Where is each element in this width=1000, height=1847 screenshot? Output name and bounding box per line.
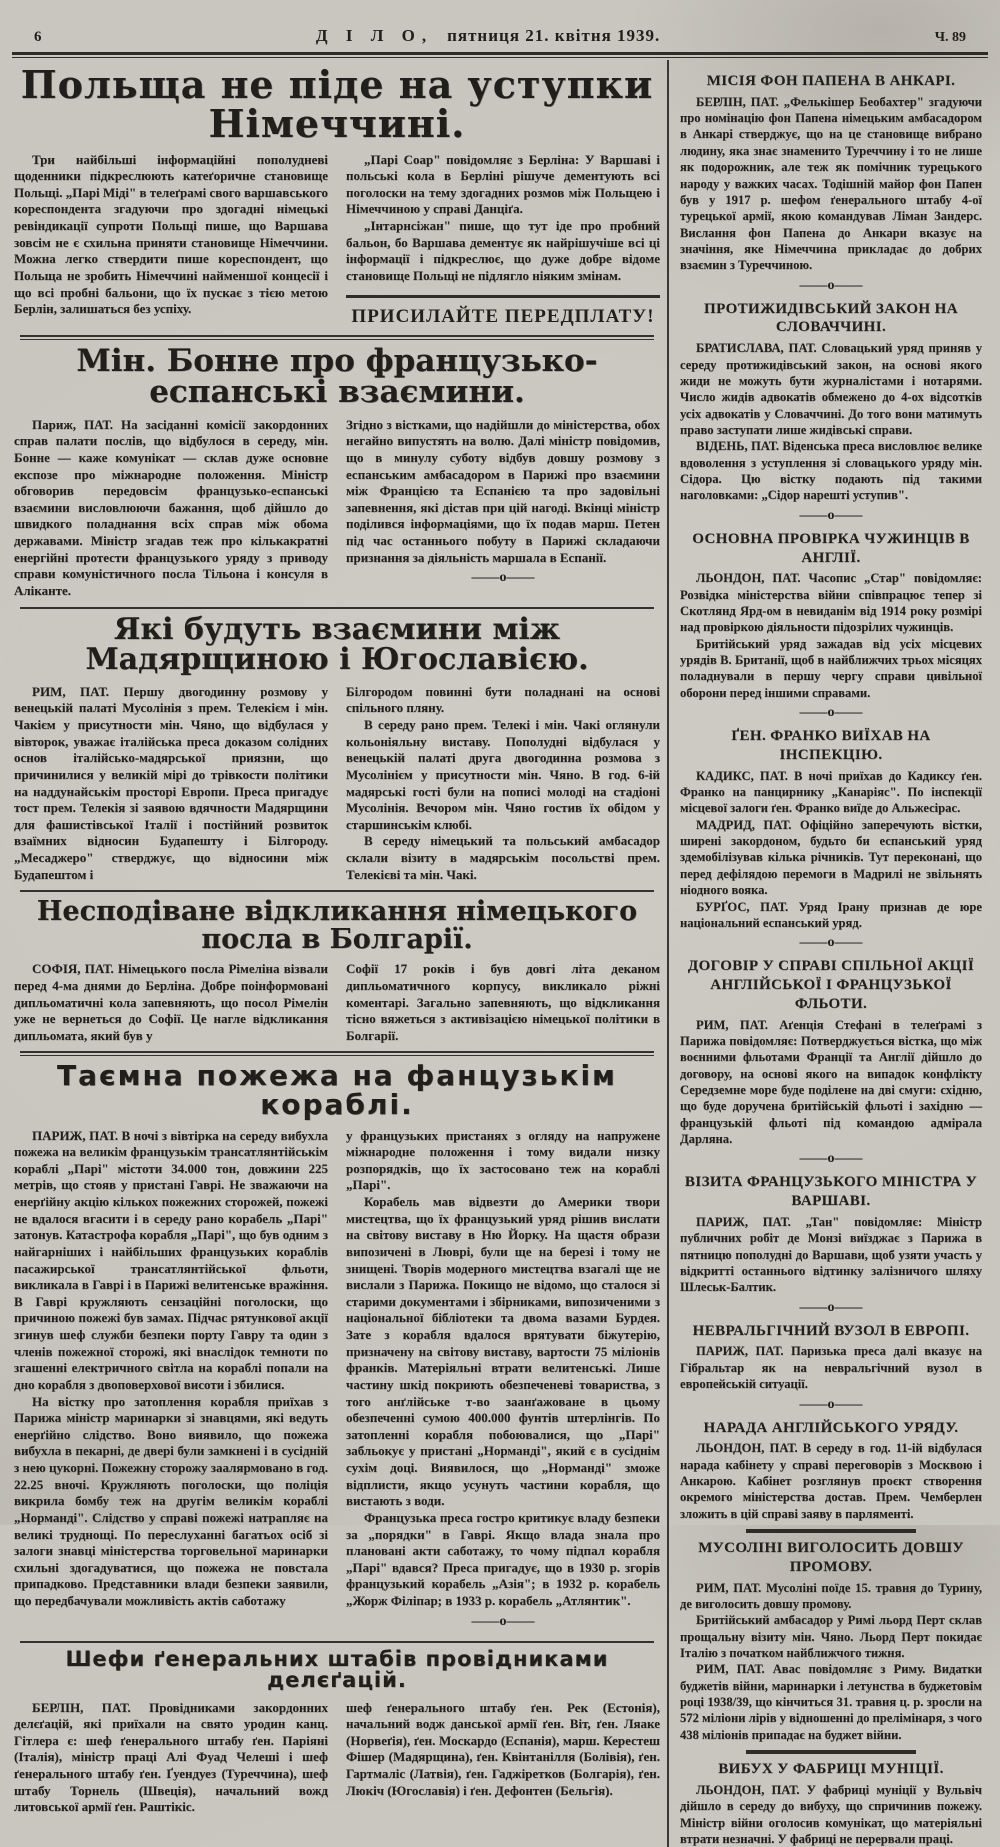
brief-heading: ПРОТИЖИДІВСЬКИЙ ЗАКОН НА СЛОВАЧЧИНІ.: [704, 300, 958, 336]
article-staff-chiefs-col2: [346, 1700, 660, 1816]
article-poland-col2: [346, 152, 660, 328]
o-divider: ——о——: [799, 935, 863, 951]
o-divider: ——о——: [799, 277, 863, 293]
paragraph: „Інтарнсіжан" пише, що тут іде про пробний бальон, бо Варшава дементує як найрішучіше всі ці інформації і підкреслює, що дуже добре відоме становище Польщі не підлягло ніяким змінам.: [346, 218, 660, 283]
brief-heading: ҐЕН. ФРАНКО ВИЇХАВ НА ІНСПЕКЦІЮ.: [731, 728, 931, 763]
paragraph: ЛЬОНДОН, ПАТ. У фабриці муніції у Вульвіч дійшло в середу до вибуху, що спричинив пожежу. Міністр війни оголосив комунікат, що матеріяльні втрати незначні. У фабриці не перервали праці.: [680, 1782, 982, 1846]
article-hungary-headline: Які будуть взаємини між Мадярщиною і Югославією.: [85, 611, 589, 678]
article-ship-fire-body: [14, 1128, 660, 1634]
paragraph: ЛЬОНДОН, ПАТ. Часопис „Стар" повідомляє: Розвідка міністерства війни співпрацює тепер зі Скотлянд Ярд-ом в невиданім від 1914 року розмірі над провіркою діяльности підозрілих чужинців.: [680, 571, 982, 635]
brief-mussolini-speech: [680, 1539, 982, 1754]
paragraph: „Парі Соар" повідомляє з Берліна: У Варшаві і польські кола в Берліні рішуче дементують всі поголоски на тему здогадних розмов між Польщею і Німеччиною у справі Данціґа.: [346, 151, 660, 217]
article-staff-chiefs-col1: [14, 1700, 328, 1816]
o-divider: ——о——: [799, 1396, 863, 1412]
section-rule: [20, 335, 654, 340]
paragraph: РИМ, ПАТ. Аґенція Стефані в телеґрамі з Парижа повідомляє: Потверджується вістка, що між воєнними фльотами Франції та Англії дійшло до договору, на основі якого на випадок конфлікту Середземне море буде поділене на дві смуги: східню, що буде доручена бритійській фльоті і західню — французькій фльоті під командою адмірала Дарляна.: [680, 1017, 982, 1147]
article-staff-chiefs-body: [14, 1700, 660, 1816]
article-bulgaria-envoy: [14, 898, 660, 1056]
article-staff-chiefs: [14, 1646, 660, 1816]
paragraph: ПАРИЖ, ПАТ. В ночі з вівтірка на середу вибухла пожежа на великім французькім трансатлянтійськім кораблі „Парі" містоти 34.000 тон, довжини 225 метрів, що стояв у пристані Гаврі. Не зважаючи на енерґійну акцію кількох пожежних сторожей, пожежі не вдалося вгасити і в середу рано корабель „Парі" затонув. Катастрофа корабля „Парі", що був одним з найгарніших і найбільших французьких кораблів пасажирської трансатлянтійської фльоти, викликала в Гаврі і в Парижі велитенське вражіння. В Гаврі кружляють сензаційні поголоски, що причиною пожежі був замах. Підчас рятункової акції згинув шеф служби безпеки порту Гавру та один з членів пожежної сторожі, які внаслідок темноти по згашенні електричного світла на кораблі попали на дно корабля з двоповерхової висоти і збилися.: [14, 1127, 328, 1392]
brief-heading: НАРАДА АНГЛІЙСЬКОГО УРЯДУ.: [703, 1419, 959, 1436]
paragraph: Бритійський уряд зажадав від усіх місцевих урядів В. Британії, щоб в найближчих трьох місяцях поладнували в першу чергу справи цивільної оборони перед іншими справами.: [680, 636, 982, 700]
brief-von-papen: [680, 72, 982, 294]
paragraph: БУРҐОС, ПАТ. Уряд Ірану признав де юре національний еспанський уряд.: [680, 899, 982, 930]
bar-divider: [746, 1529, 916, 1533]
o-divider: ——о——: [799, 705, 863, 721]
paragraph: КАДИКС, ПАТ. В ночі приїхав до Кадиксу ґен. Франко на панцирнику „Канаріяс". По інспекції місцевої залоги ґен. Франко виїде до Альжесірас.: [680, 768, 982, 816]
subscription-notice: ПРИСИЛАЙТЕ ПЕРЕДПЛАТУ!: [346, 295, 660, 328]
article-poland-body: [14, 152, 660, 328]
paragraph: Французька преса гостро критикує владу безпеки за „порядки" в Гаврі. Якщо влада знала про плановані акти саботажу, то чому підпал корабля „Парі" вдався? Преса пригадує, що в 1930 р. згорів французький корабель „Азія"; в 1932 р. корабель „Жорж Філіпар; в 1933 р. корабель „Атлянтик".: [346, 1509, 660, 1609]
paragraph: На вістку про затоплення корабля приїхав з Парижа міністр маринарки зі знавцями, які ведуть енерґійно слідство. Воно виявило, що пожежа вибухла в пекарні, де двері були замкнені і в сусідній з нею цукорні. Пожежну сторожу заалярмовано в год. 22.25 вночі. Кружляють поголоски, що поліція викрила бомбу теж на другім великім кораблі „Норманді". Слідство у справі пожежі натрапляє на великі труднощі. По переслуханні багатьох осіб зі залоги знавці міністерства торговельної маринарки схильні здогадуватися, що пожежа не повстала припадково. Представники влади безпеки заявили, що передбачували можливість актів саботажу: [14, 1393, 328, 1609]
o-divider: ——о——: [799, 1151, 863, 1167]
brief-french-minister-warsaw: [680, 1173, 982, 1315]
brief-heading: МІСІЯ ФОН ПАПЕНА В АНКАРІ.: [706, 73, 956, 89]
article-staff-chiefs-headline: Шефи ґенеральних штабів провідниками делєґацій.: [65, 1646, 609, 1693]
news-briefs-column: [674, 60, 992, 1847]
paragraph: Білгородом повинні бути поладнані на основі спільного пляну.: [346, 683, 660, 716]
brief-franco-inspection: [680, 727, 982, 951]
paragraph: МАДРИД, ПАТ. Офіційно заперечують вістки, ширені закордоном, будьто би еспанський уряд здемобілізував кілька річників. Тут переконані, що перед дефілядою перемоги в Мадрилі не звільнять ніодного вояка.: [680, 817, 982, 898]
paragraph: ЛЬОНДОН, ПАТ. В середу в год. 11-ій відбулася нарада кабінету у справі переговорів з Москвою і Анкарою. Кабінет розглянув проєкт створення окремого міністерства достав. Прем. Чемберлен зложить в цій справі заяву в парляменті.: [680, 1441, 982, 1521]
paragraph: БЕРЛІН, ПАТ. Провідниками закордонних делєґацій, які приїхали на свято уродин канц. Гітлера є: шеф ґенерального штабу ґен. Паріяні (Італія), міністр праці Алі Фуад Челеші і шеф ґенерального штабу ґен. Ґуендуез (Туреччина), шеф штабу Торнель (Швеція), начальний вожд литовської армії ґен. Раштікіс.: [14, 1699, 328, 1815]
paragraph: ВІДЕНЬ, ПАТ. Віденська преса висловлює велике вдоволення з уступлення зі словацького уряду мін. Сідора. Цю вістку подають під такими наголовками: „Сідор нарешті уступив".: [680, 439, 982, 503]
brief-fleet-treaty: [680, 957, 982, 1167]
paragraph: ПАРИЖ, ПАТ. Паризька преса далі вказує на Гібральтар як на невральгічний вузол в европейській ситуації.: [680, 1344, 982, 1392]
article-bonnet-col1: [14, 417, 328, 600]
article-ship-fire-headline: Таємна пожежа на фанцузькім кораблі.: [57, 1059, 617, 1122]
article-bulgaria-col2: [346, 961, 660, 1044]
paragraph: БРАТИСЛАВА, ПАТ. Словацький уряд приняв у середу протижидівський закон, на основі якого жиди не можуть бути журналістами і нотарями. Число жидів адвокатів обмежено до 4-ох відсотків усіх адвокатів у Словаччині. До того вони матимуть право заступати лише жидівські справи.: [680, 341, 982, 437]
brief-neuralgic-knot: [680, 1322, 982, 1413]
newspaper-name: Д І Л О,: [315, 26, 434, 45]
paragraph: РИМ, ПАТ. Першу двогодинну розмову у венецькій палаті Мусолінія з прем. Телекієм і мін. Чакієм у присутности мін. Чяно, що відбулася у вівторок, уважає італійська преса доказом солідних основ італійсько-мадярської приязни, що причинилися у великій мірі до трівкости політики на наддунайськім просторі Европи. Преса пригадує тост прем. Телекія зі заявою вдячности Мадярщини для фашистівської Італії і постійний розвиток взаїмних відносин Будапешту і Білгороду. „Месаджеро" стверджує, що відносини між Будапештом і: [14, 683, 328, 882]
brief-heading: ВІЗИТА ФРАНЦУЗЬКОГО МІНІСТРА У ВАРШАВІ.: [684, 1174, 978, 1210]
article-poland: [14, 62, 660, 340]
page-number: 6: [34, 29, 42, 45]
brief-heading: МУСОЛІНІ ВИГОЛОСИТЬ ДОВШУ ПРОМОВУ.: [698, 1540, 964, 1575]
paragraph: СОФІЯ, ПАТ. Німецького посла Рімеліна візвали перед 4-ма днями до Берліна. Добре поінформовані дипльоматичні кола запевняють, що посол Рімелін уже не вернеться до Софії. Це нагле відкликання дипльомата, який був у: [14, 961, 328, 1043]
article-hungary-col2: [346, 684, 660, 884]
section-rule: [20, 890, 654, 892]
paragraph: у французьких пристанях з огляду на напружене міжнародне положення і тому видали низку розпорядків, що їх застосовано теж на кораблі „Парі".: [346, 1127, 660, 1193]
column-rule: [667, 60, 669, 1847]
article-bonnet: [14, 342, 660, 609]
page-content: [0, 58, 1000, 1847]
article-ship-fire: [14, 1059, 660, 1642]
article-bulgaria-headline: Несподіване відкликання німецького посла в Болгарії.: [36, 896, 638, 955]
article-ship-fire-col2: [346, 1128, 660, 1634]
paragraph: Софії 17 років і був довгі літа деканом дипльоматичного корпусу, викликало ріжні коментарі. Загально запевняють, що відкликання тісно вяжеться з активізацією німецької політики в Болгарії.: [346, 961, 660, 1043]
brief-heading: ДОГОВІР У СПРАВІ СПІЛЬНОЇ АКЦІЇ АНГЛІЙСЬКОЇ І ФРАНЦУЗЬКОЇ ФЛЬОТИ.: [687, 958, 975, 1012]
paragraph: БЕРЛІН, ПАТ. „Фелькішер Беобахтер" згадуючи про номінацію фон Папена німецьким амбасадором в Анкарі стверджує, що на це становище вибрано людину, яка знає знаменито Туреччину і то не лише як подорожник, але теж як помічник турецького народу у важких часах. Тодішній майор фон Папен був у 1917 р. шефом ґенерального штабу 4-ої турецької армії, якою командував Ліман Зандерс. Вислання фон Папена до Анкари вказує на значіння, яке Німеччина прикладає до добрих взаємин з Туреччиною.: [680, 94, 982, 273]
paragraph: Три найбільші інформаційні пополудневі щоденники підкреслюють катеґоричне становище Польщі. „Парі Міді" в телеґрамі свого варшавського кореспондента згадуючи про здогадні німецькі ревіндикації супроти Польщі пише, що Варшава зовсім не є схильна приняти становище Німеччини. Можна легко ствердити пише кореспондент, що Польща не зробить Німеччині найменшої концесії і що всі пробні бальони, що їх пускає з тією метою Берлін, залишаться без успіху.: [14, 151, 328, 317]
article-bonnet-body: [14, 417, 660, 600]
article-bulgaria-col1: [14, 961, 328, 1044]
brief-heading: ВИБУХ У ФАБРИЦІ МУНІЦІЇ.: [718, 1761, 944, 1778]
section-rule: [20, 1641, 654, 1643]
paragraph: шеф ґенерального штабу ґен. Рек (Естонія), начальний водж данської армії ґен. Віт, ґен. Ляаке (Норвеґія), ґен. Москардо (Еспанія), марш. Керестеш Фішер (Мадярщина), ґен. Квінтанілля (Болівія), ґен. Гартмаліс (Латвія), ґен. Гаджіретков (Болгарія), ґен. Люкіч (Югославія) і ґен. Дефонтен (Бельгія).: [346, 1699, 660, 1798]
paragraph: Згідно з вістками, що надійшли до міністерства, обох негайно випустять на волю. Далі міністр повідомив, що в минулу суботу відбув довшу розмову з еспанським амбасадором в Парижі про взаємини між Францією та Еспанією та про задовільні запевнення, які дістав при цій нагоді. Вкінці міністр поділився інформаціями, що їх подав марш. Петен під час останнього побуту в Парижі складаючи признання за діяльність маршала в Еспанії.: [346, 416, 660, 565]
paragraph: Париж, ПАТ. На засіданні комісії закордонних справ палати послів, що відбулося в середу, мін. Бонне — каже комунікат — склав дуже основне експозе про міжнародне положення. Міністр обговорив передовсім французько-еспанські взаємини висловлюючи бажання, щоб дійшло до швидкого поладнання всіх справ між обома державами. Міністр згадав теж про кількакратні енергійні протести французького уряду з приводу справи комуністичного посла Тільона і консуля в Аліканте.: [14, 416, 328, 598]
bar-divider: [746, 1750, 916, 1754]
brief-heading: НЕВРАЛЬГІЧНИЙ ВУЗОЛ В ЕВРОПІ.: [692, 1322, 970, 1339]
o-divider: ——о——: [799, 1299, 863, 1315]
issue-date: пятниця 21. квітня 1939.: [447, 26, 661, 45]
brief-english-cabinet: [680, 1419, 982, 1534]
section-rule: [20, 1051, 654, 1056]
masthead: [0, 0, 1000, 50]
issue-number: Ч. 89: [934, 30, 966, 45]
article-bulgaria-body: [14, 961, 660, 1044]
article-poland-headline: Польща не піде на уступки Німеччині.: [20, 62, 654, 146]
article-bonnet-col2: [346, 417, 660, 600]
section-rule: [20, 607, 654, 609]
paragraph: В середу рано прем. Телекі і мін. Чакі оглянули кольоніяльну виставу. Пополудні відбулася у венецькій палаті друга двогодинна розмова з Мусолінієм у присутности мін. Чяно. В год. 6-ій мадярські гості були на пописі молоді на стадіоні Мусолінія. Вечором мін. Чяно гостив їх обідом у старшинськім клюбі.: [346, 717, 660, 832]
article-ship-fire-col1: [14, 1128, 328, 1634]
paragraph: Корабель мав відвезти до Америки твори мистецтва, що їх французький уряд рішив вислати на світову виставу в Ню Йорку. На щастя образи випозичені в Люврі, були ще на березі і тому не знищені. Творів модерного мистецтва взагалі ще не вислали з Парижа. Покищо не відомо, що сталося зі старими документами і збірниками, випозиченими з національної бібліотеки та двома вазами Бурдея. Зате з корабля вдалося врятувати біжутерію, призначену на світову виставу, вартости 75 міліонів франків. Матеріяльні втрати велитенські. Лише частину шкід покриють обезпеченеві товариства, з того анґлійське т-во заанґажоване в цьому обезпеченні сумою 400.000 фунтів штерлінгів. По затопленні корабля побоювалися, що „Парі" забльокує у пристані „Норманді", який є в сусіднім сухім доці. Виявилося, що „Норманді" зможе відплисти, якщо усунуть частини корабля, що вистають з води.: [346, 1194, 660, 1509]
paragraph: РИМ, ПАТ. Мусоліні поїде 15. травня до Турину, де виголосить довшу промову.: [680, 1580, 982, 1611]
o-divider: ——о——: [471, 570, 535, 586]
main-columns: [14, 60, 660, 1847]
article-poland-col1: [14, 152, 328, 328]
article-bonnet-headline: Мін. Бонне про французько-еспанські взаємини.: [76, 342, 598, 411]
article-hungary-body: [14, 684, 660, 884]
paragraph: РИМ, ПАТ. Авас повідомляє з Риму. Видатки буджетів війни, маринарки і летунства в буджетовім році 1938/39, що кінчиться 31. травня ц. р. зросли на 572 міліони лірів у відношенні до прелімінаря, з чого 438 міліонів припадає на буджет війни.: [680, 1662, 982, 1742]
article-hungary-col1: [14, 684, 328, 884]
o-divider: ——о——: [799, 507, 863, 523]
o-divider: ——о——: [471, 1613, 535, 1629]
paragraph: Бритійський амбасадор у Римі льорд Перт склав прощальну візиту мін. Чяно. Льорд Перт покидає Італію з початком найближчого тижня.: [680, 1613, 982, 1660]
article-hungary-yugoslavia: [14, 611, 660, 893]
brief-slovakia-law: [680, 300, 982, 524]
brief-heading: ОСНОВНА ПРОВІРКА ЧУЖИНЦІВ В АНГЛІЇ.: [692, 530, 970, 566]
brief-munitions-explosion: [680, 1760, 982, 1847]
paragraph: ПАРИЖ, ПАТ. „Тан" повідомляє: Міністр публичних робіт де Монзі виїзджає з Парижа в пятницю пополудні до Варшави, щоб узяти участь у відкритті останнього відтинку залізничого шляху Шлеськ-Балтик.: [680, 1214, 982, 1295]
masthead-title: [316, 26, 660, 46]
paragraph: В середу німецький та польський амбасадор склали візиту в мадярськім посольстві прем. Телекієві та мін. Чакі.: [346, 833, 660, 882]
brief-england-aliens: [680, 530, 982, 721]
